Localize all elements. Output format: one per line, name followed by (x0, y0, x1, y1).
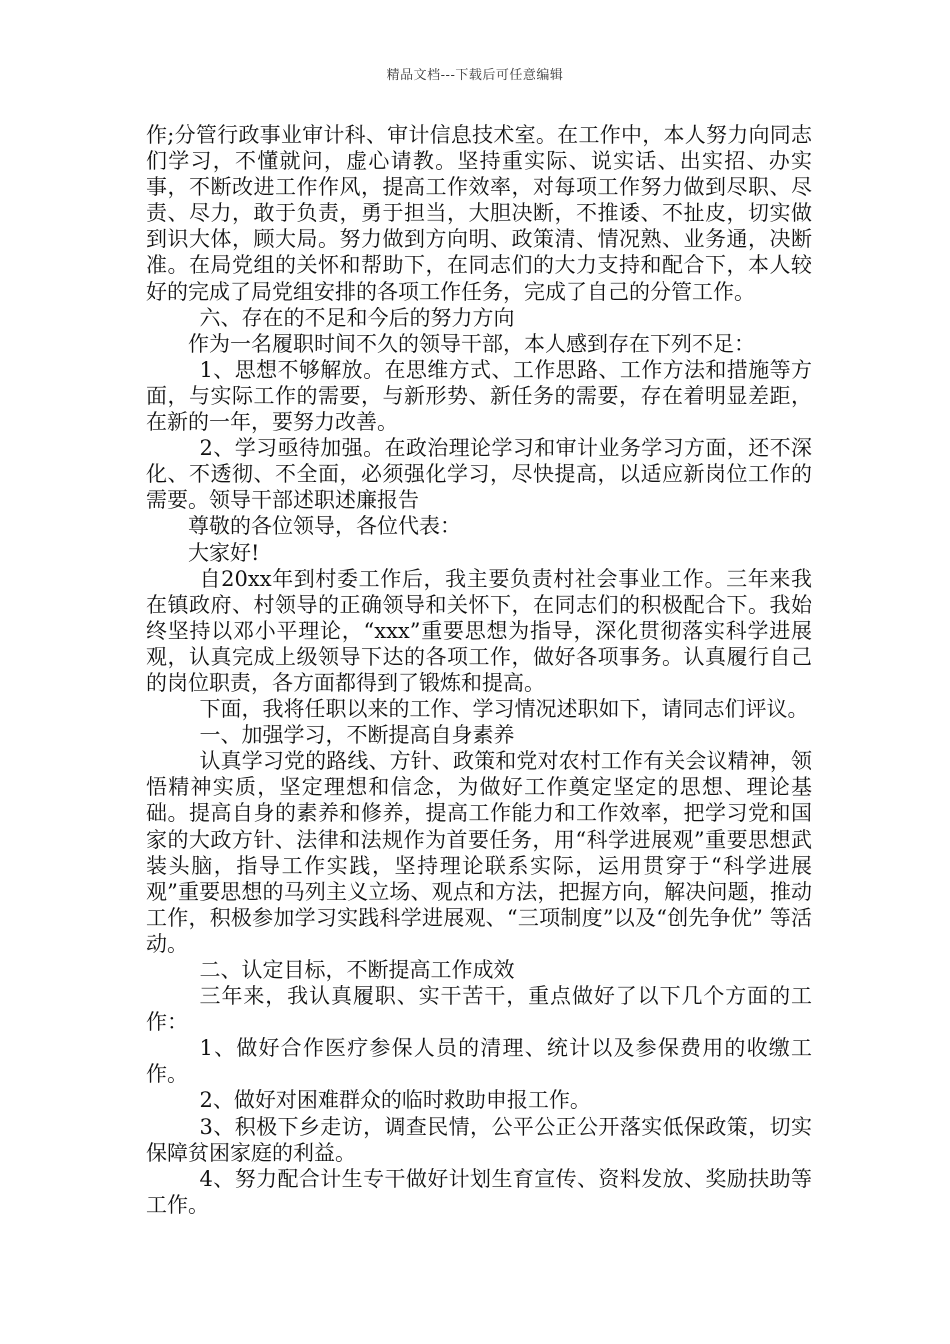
section-heading-shortcomings: 六、存在的不足和今后的努力方向 (199, 305, 515, 330)
list-item-shortcoming-1: 1、思想不够解放。在思维方式、工作思路、工作方法和措施等方面，与实际工作的需要，与新形势、新任务的需要，存在着明显差距，在新的一年，要努力改善。 (146, 357, 812, 435)
section-heading-study: 一、加强学习，不断提高自身素养 (199, 723, 515, 748)
greeting: 大家好! (188, 540, 260, 565)
section-heading-goals: 二、认定目标，不断提高工作成效 (199, 958, 515, 982)
page-header: 精品文档---下载后可任意编辑 (386, 68, 564, 83)
paragraph-report-intro: 下面，我将任职以来的工作、学习情况述职如下，请同志们评议。 (199, 697, 809, 722)
paragraph-intro-continuation: 作;分管行政事业审计科、审计信息技术室。在工作中，本人努力向同志们学习，不懂就问，虚心请教。坚持重实际、说实话、出实招、办实事，不断改进工作作风，提高工作效率，对每项工作努力做到尽职、尽责、尽力，敢于负责，勇于担当，大胆决断，不推诿、不扯皮，切实做到识大体，顾大局。努力做到方向明、政策清、情况熟、业务通，决断准。在局党组的关怀和帮助下，在同志们的大力支持和配合下，本人较好的完成了局党组安排的各项工作任务，完成了自己的分管工作。 (146, 123, 812, 304)
paragraph-shortcomings-intro: 作为一名履职时间不久的领导干部，本人感到存在下列不足： (188, 331, 755, 356)
list-item-work-4: 4、努力配合计生专干做好计划生育宣传、资料发放、奖励扶助等工作。 (146, 1166, 812, 1217)
paragraph-work-overview: 自20xx年到村委工作后，我主要负责村社会事业工作。三年来我在镇政府、村领导的正确领导和关怀下，在同志们的积极配合下。我始终坚持以邓小平理论，“xxx”重要思想为指导，深化贯彻落实科学进展观，认真完成上级领导下达的各项工作，做好各项事务。认真履行自己的岗位职责，各方面都得到了锻炼和提高。 (146, 566, 812, 695)
paragraph-study: 认真学习党的路线、方针、政策和党对农村工作有关会议精神，领悟精神实质，坚定理想和信念，为做好工作奠定坚定的思想、理论基础。提高自身的素养和修养，提高工作能力和工作效率，把学习党和国家的大政方针、法律和法规作为首要任务，用“科学进展观”重要思想武装头脑，指导工作实践，坚持理论联系实际，运用贯穿于“科学进展观”重要思想的马列主义立场、观点和方法，把握方向，解决问题，推动工作，积极参加学习实践科学进展观、“三项制度”以及“创先争优” 等活动。 (146, 749, 812, 956)
list-item-shortcoming-2: 2、学习亟待加强。在政治理论学习和审计业务学习方面，还不深化、不透彻、不全面，必须强化学习，尽快提高，以适应新岗位工作的需要。领导干部述职述廉报告 (146, 436, 812, 513)
list-item-work-3: 3、积极下乡走访，调查民情，公平公正公开落实低保政策，切实保障贫困家庭的利益。 (146, 1114, 812, 1165)
document-body (146, 122, 812, 1218)
list-item-work-1: 1、做好合作医疗参保人员的清理、统计以及参保费用的收缴工作。 (146, 1036, 812, 1087)
paragraph-goals-intro: 三年来，我认真履职、实干苦干，重点做好了以下几个方面的工作： (146, 984, 812, 1035)
salutation: 尊敬的各位领导，各位代表： (188, 514, 461, 539)
list-item-work-2: 2、做好对困难群众的临时救助申报工作。 (199, 1088, 591, 1113)
